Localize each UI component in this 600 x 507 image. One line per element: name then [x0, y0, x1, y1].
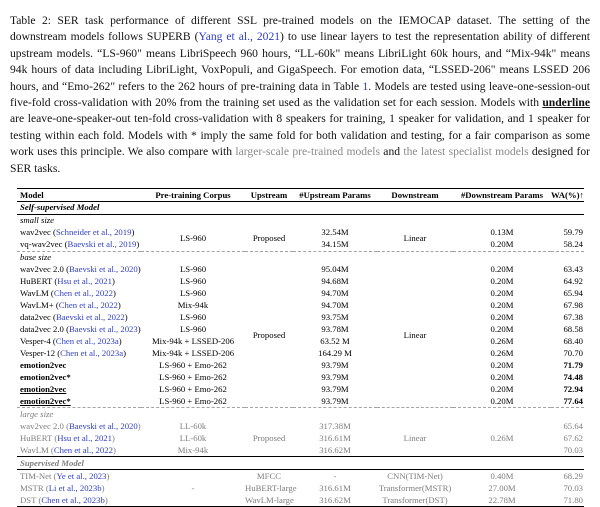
model-name: DST — [20, 494, 37, 505]
wa-cell: 59.79 — [563, 227, 583, 238]
model-name: emotion2vec* — [20, 395, 71, 406]
model-name: HuBERT — [20, 432, 53, 443]
paren: ) — [117, 300, 121, 311]
model-cell — [17, 482, 141, 494]
corpus-cell: LS-960 + Emo-262 — [159, 384, 227, 394]
paren: ) — [106, 470, 110, 481]
caption-underline-word: underline — [542, 95, 590, 109]
table-row — [17, 336, 584, 348]
model-name: Vesper-4 — [20, 336, 51, 347]
model-name: TIM-Net — [20, 470, 52, 481]
wa-cell: 67.38 — [563, 312, 583, 323]
model-cell — [17, 288, 141, 300]
paren: ( — [62, 239, 68, 250]
downstream-params-cell: 0.20M — [490, 312, 514, 323]
model-cell — [17, 444, 141, 456]
paren: ( — [52, 276, 58, 287]
paren: ) — [112, 432, 115, 443]
model-name: emotion2vec* — [20, 372, 71, 383]
upstream-params-cell: 93.79M — [321, 372, 349, 383]
downstream-cell: Transformer(DST) — [382, 494, 448, 505]
citation[interactable]: Hsu et al., 2021 — [57, 432, 112, 443]
table-row — [17, 420, 584, 432]
model-name: MSTR — [20, 482, 44, 493]
paren: ( — [48, 288, 54, 299]
downstream-params-cell: 0.26M — [490, 432, 514, 443]
citation[interactable]: Li et al., 2023b — [48, 482, 102, 493]
downstream-params-cell: 0.40M — [490, 470, 514, 481]
downstream-params-cell: 0.20M — [490, 288, 514, 299]
wa-cell: 58.24 — [563, 239, 583, 250]
caption-gray-phrase: the latest specialist models — [403, 145, 529, 159]
model-cell — [17, 395, 141, 407]
upstream-params-cell: 34.15M — [321, 239, 349, 250]
downstream-params-cell: 0.13M — [490, 227, 514, 238]
upstream-params-cell: 316.61M — [319, 482, 351, 493]
model-cell — [17, 470, 141, 482]
paren: ( — [53, 300, 59, 311]
model-name: WavLM — [20, 288, 49, 299]
upstream-params-cell: 316.62M — [319, 494, 351, 505]
model-cell — [17, 276, 141, 288]
table-row — [17, 227, 584, 239]
wa-cell: 77.64 — [563, 395, 583, 406]
caption-citation-yang[interactable]: Yang et al., 2021 — [198, 30, 281, 44]
upstream-params-cell: 63.52 M — [320, 336, 350, 347]
model-name: emotion2vec — [20, 384, 67, 394]
upstream-params-cell: 316.62M — [319, 444, 351, 455]
downstream-cell: CNN(TIM-Net) — [387, 470, 443, 481]
corpus-cell: LS-960 — [179, 324, 207, 335]
paren: ) — [118, 336, 122, 347]
model-name: WavLM — [20, 444, 49, 455]
model-name: wav2vec — [20, 227, 51, 238]
model-cell — [17, 348, 141, 360]
upstream-params-cell: 93.79M — [321, 395, 349, 406]
paren: ) — [112, 444, 116, 455]
paren: ( — [36, 494, 42, 505]
model-name: data2vec 2.0 — [20, 324, 64, 335]
paren: ) — [101, 482, 105, 493]
caption-text: Table 2: SER task performance of different SSL pre-trained models on the IEMOCAP dataset. The setting of the downstream models follows SUPERB ( — [10, 14, 590, 44]
table-row-emotion2vec — [17, 383, 584, 395]
upstream-params-cell: 316.61M — [319, 432, 351, 443]
header-upstream-params: #Upstream Params — [299, 189, 371, 200]
upstream-params-cell: 93.79M — [321, 360, 349, 371]
caption-table1-ref[interactable]: 1 — [362, 79, 369, 93]
table-row — [17, 482, 584, 494]
downstream-cell: Linear — [403, 330, 427, 341]
wa-cell: 63.43 — [563, 264, 583, 275]
section-row-supervised — [17, 457, 584, 470]
paren: ) — [112, 276, 115, 287]
corpus-cell: LS-960 — [179, 233, 207, 244]
downstream-params-cell: 0.20M — [490, 300, 514, 311]
model-cell — [17, 420, 141, 432]
wa-cell: 67.62 — [563, 432, 583, 443]
citation[interactable]: Baevski et al., 2020 — [68, 420, 138, 431]
paren: ( — [63, 264, 69, 275]
paren: ) — [123, 348, 126, 359]
model-cell — [17, 300, 141, 312]
header-wa: WA(%)↑ — [551, 189, 584, 200]
model-name: WavLM+ — [20, 300, 54, 311]
caption-text: ) to use linear layers to test the representation ability of different upstream models. “LS-960" means LibriSpeech 960 hours, “LL-60k" means LibriLight 60k hours, and “Mix-94k" means 94k hours of data including LibriLight, VoxPopuli, and GigaSpeech. For emotion data, “LSSED-206" means LSSED 206 hours, and “Emo-262" refers to the 262 hours of pre-training data in Table — [10, 30, 590, 93]
model-cell — [17, 359, 141, 371]
citation[interactable]: Chen et al., 2022 — [53, 288, 113, 299]
downstream-params-cell: 0.20M — [490, 324, 514, 335]
upstream-params-cell: 95.04M — [321, 264, 349, 275]
corpus-cell: Mix-94k + LSSED-206 — [151, 348, 235, 359]
corpus-cell: Mix-94k — [177, 444, 209, 455]
table-row — [17, 312, 584, 324]
downstream-cell: Linear — [403, 432, 427, 443]
paren: ) — [131, 227, 135, 238]
table-row — [17, 264, 584, 276]
model-name: data2vec — [20, 312, 51, 323]
upstream-params-cell: 93.79M — [321, 384, 349, 394]
citation[interactable]: Chen et al., 2022 — [53, 444, 113, 455]
wa-cell: 68.58 — [563, 324, 583, 335]
model-name: wav2vec 2.0 — [20, 420, 64, 431]
upstream-cell: WavLM-large — [245, 494, 294, 505]
table-row — [17, 494, 584, 506]
model-cell — [17, 432, 141, 444]
subsection-label: base size — [20, 252, 52, 263]
citation[interactable]: Baevski et al., 2023 — [68, 324, 138, 335]
caption-text: are leave-one-speaker-out ten-fold cross-validation with 8 speakers for training, 1 speaker for validation, and 1 speaker for testing within each fold. Models with * imply the same fold for both validation and testing, for a fair comparison as some work uses this principle. We also compare with — [10, 112, 590, 159]
downstream-params-cell: 0.20M — [490, 384, 514, 394]
corpus-cell: Mix-94k — [177, 300, 209, 311]
paren: ( — [50, 227, 56, 238]
upstream-params-cell: 32.54M — [321, 227, 349, 238]
wa-cell: 65.64 — [563, 420, 583, 431]
citation[interactable]: Chen et al., 2023a — [55, 336, 119, 347]
corpus-cell: LS-960 — [179, 288, 207, 299]
corpus-cell: LS-960 + Emo-262 — [159, 360, 227, 371]
header-row — [17, 188, 584, 201]
corpus-cell: LL-60k — [179, 432, 207, 443]
upstream-cell: Proposed — [252, 432, 286, 443]
wa-cell: 72.94 — [563, 384, 583, 394]
caption-gray-phrase: larger-scale pre-trained models — [235, 145, 380, 159]
caption-text: and — [379, 145, 404, 159]
citation[interactable]: Chen et al., 2023a — [60, 348, 124, 359]
downstream-params-cell: 22.78M — [488, 494, 516, 505]
wa-cell: 68.29 — [563, 470, 583, 481]
upstream-params-cell: 317.38M — [319, 420, 351, 431]
header-pretraining-corpus: Pre-training Corpus — [155, 189, 231, 200]
model-name: HuBERT — [20, 276, 53, 287]
wa-cell: 71.79 — [563, 360, 583, 371]
paren: ( — [51, 470, 57, 481]
wa-cell: 68.40 — [563, 336, 583, 347]
paren: ) — [124, 312, 128, 323]
downstream-params-cell: 0.20M — [490, 239, 514, 250]
upstream-params-cell: 93.78M — [321, 324, 349, 335]
citation[interactable]: Chen et al., 2023b — [41, 494, 105, 505]
upstream-params-cell: - — [333, 470, 337, 481]
citation[interactable]: Baevski et al., 2022 — [55, 312, 125, 323]
caption-text: . Models are tested using leave-one-session-out five-fold cross-validation with 20% from the training set used as the validation set for each session. Models with — [10, 79, 590, 109]
caption-text: designed for SER tasks. — [10, 145, 590, 175]
paren: ( — [50, 312, 56, 323]
model-cell — [17, 264, 141, 276]
corpus-cell: Mix-94k + LSSED-206 — [151, 336, 235, 347]
header-upstream: Upstream — [250, 189, 288, 200]
citation[interactable]: Ye et al., 2023 — [56, 470, 107, 481]
table-row — [17, 300, 584, 312]
model-cell — [17, 227, 141, 239]
upstream-cell: Proposed — [252, 330, 286, 341]
paren: ) — [137, 324, 141, 335]
results-table — [17, 188, 584, 507]
wa-cell: 64.92 — [563, 276, 583, 287]
upstream-cell: Proposed — [252, 233, 286, 244]
section-row-self-supervised — [17, 201, 584, 214]
section-label: Self-supervised Model — [20, 202, 100, 213]
downstream-params-cell: 0.20M — [490, 372, 514, 383]
section-label: Supervised Model — [20, 457, 84, 468]
downstream-params-cell: 27.00M — [488, 482, 516, 493]
corpus-cell: LS-960 — [179, 276, 207, 287]
header-downstream-params: #Downstream Params — [460, 189, 544, 200]
downstream-params-cell: 0.20M — [490, 360, 514, 371]
citation[interactable]: Hsu et al., 2021 — [57, 276, 112, 287]
wa-cell: 70.70 — [563, 348, 583, 359]
paren: ) — [137, 420, 141, 431]
table-row — [17, 470, 584, 482]
subsection-label: small size — [20, 215, 55, 226]
citation[interactable]: Baevski et al., 2020 — [68, 264, 138, 275]
upstream-params-cell: 94.68M — [321, 276, 349, 287]
paren: ( — [43, 482, 49, 493]
upstream-params-cell: 94.70M — [321, 300, 349, 311]
corpus-cell: LS-960 + Emo-262 — [159, 372, 227, 383]
citation[interactable]: Chen et al., 2022 — [58, 300, 118, 311]
wa-cell: 70.03 — [563, 444, 583, 455]
paren: ( — [63, 420, 69, 431]
table-row-emotion2vec — [17, 395, 584, 407]
corpus-cell: LS-960 — [179, 312, 207, 323]
upstream-params-cell: 164.29 M — [318, 348, 352, 359]
model-name: vq-wav2vec — [20, 239, 63, 250]
wa-cell: 67.98 — [563, 300, 583, 311]
citation[interactable]: Baevski et al., 2019 — [67, 239, 137, 250]
subsection-row-base — [17, 251, 584, 263]
model-cell — [17, 371, 141, 383]
model-cell — [17, 239, 141, 251]
paren: ( — [63, 324, 69, 335]
header-model: Model — [20, 189, 44, 200]
paren: ) — [137, 264, 141, 275]
table-row — [17, 288, 584, 300]
wa-cell: 74.48 — [563, 372, 583, 383]
table-row — [17, 348, 584, 360]
table-row — [17, 239, 584, 251]
model-cell — [17, 383, 141, 395]
model-name: Vesper-12 — [20, 348, 56, 359]
table-row-emotion2vec — [17, 359, 584, 371]
upstream-params-cell: 94.70M — [321, 288, 349, 299]
paren: ( — [52, 432, 58, 443]
subsection-label: large size — [20, 408, 54, 419]
paren: ( — [50, 336, 56, 347]
paren: ( — [48, 444, 54, 455]
downstream-params-cell: 0.26M — [490, 348, 514, 359]
upstream-cell: HuBERT-large — [245, 482, 297, 493]
table-row-emotion2vec — [17, 371, 584, 383]
downstream-params-cell: 0.20M — [490, 264, 514, 275]
paren: ) — [136, 239, 140, 250]
upstream-cell: MFCC — [256, 470, 282, 481]
table-row — [17, 276, 584, 288]
paren: ) — [104, 494, 108, 505]
model-cell — [17, 312, 141, 324]
table-row — [17, 324, 584, 336]
wa-cell: 71.80 — [563, 494, 583, 505]
downstream-params-cell: 0.20M — [490, 276, 514, 287]
downstream-params-cell: 0.20M — [490, 395, 514, 406]
corpus-cell: LS-960 + Emo-262 — [159, 395, 227, 406]
wa-cell: 65.94 — [563, 288, 583, 299]
corpus-cell: - — [191, 482, 195, 493]
subsection-row-large — [17, 408, 584, 420]
downstream-cell: Transformer(MSTR) — [378, 482, 452, 493]
corpus-cell: LL-60k — [179, 420, 207, 431]
header-downstream: Downstream — [391, 189, 439, 200]
downstream-params-cell: 0.26M — [490, 336, 514, 347]
citation[interactable]: Schneider et al., 2019 — [55, 227, 132, 238]
model-cell — [17, 336, 141, 348]
paren: ( — [55, 348, 61, 359]
model-name: wav2vec 2.0 — [20, 264, 64, 275]
wa-cell: 70.03 — [563, 482, 583, 493]
subsection-row-small — [17, 214, 584, 226]
model-name: emotion2vec — [20, 360, 67, 371]
upstream-params-cell: 93.75M — [321, 312, 349, 323]
model-cell — [17, 324, 141, 336]
corpus-cell: LS-960 — [179, 264, 207, 275]
downstream-cell: Linear — [403, 233, 427, 244]
model-cell — [17, 494, 141, 506]
paren: ) — [112, 288, 116, 299]
table-caption — [10, 13, 590, 177]
